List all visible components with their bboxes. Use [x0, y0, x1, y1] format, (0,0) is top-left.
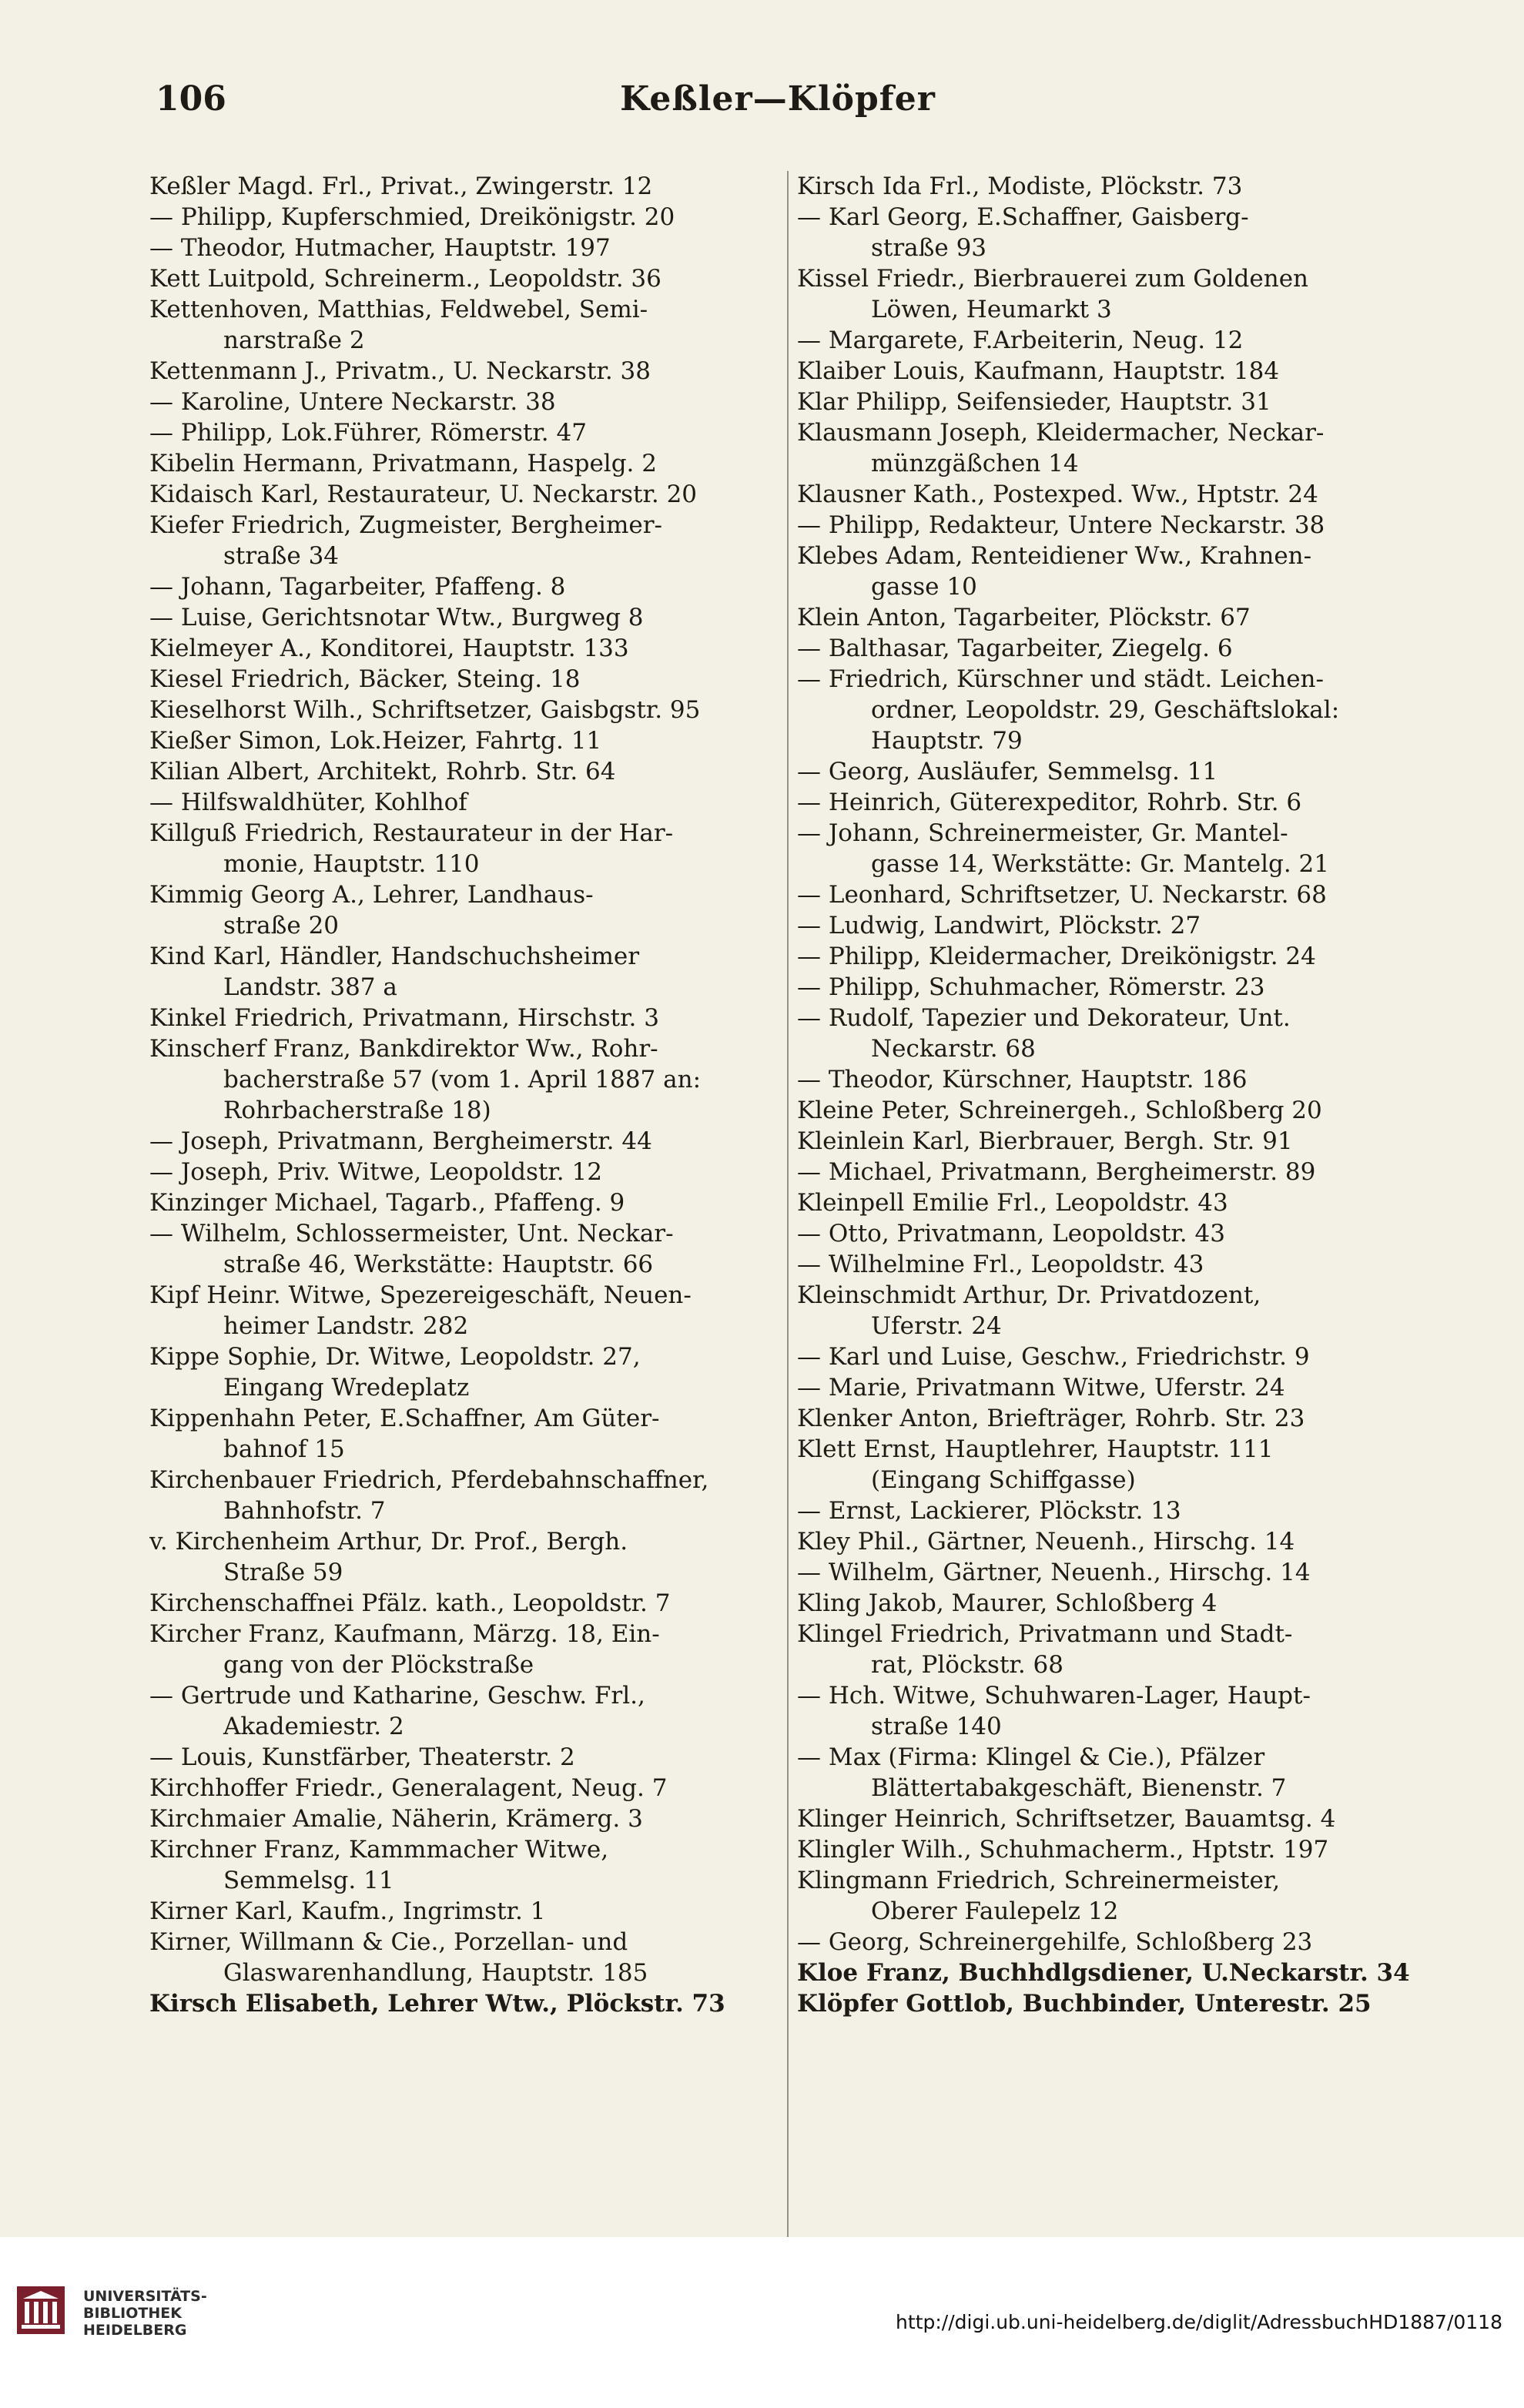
directory-entry: Kirchenbauer Friedrich, Pferdebahnschaffner,	[149, 1466, 709, 1494]
directory-entry: Kirsch Elisabeth, Lehrer Wtw., Plöckstr. 73	[149, 1990, 725, 2018]
directory-entry: Killguß Friedrich, Restaurateur in der Har-	[149, 819, 674, 847]
directory-entry: — Wilhelmine Frl., Leopoldstr. 43	[797, 1251, 1204, 1278]
directory-entry: — Margarete, F.Arbeiterin, Neug. 12	[797, 327, 1244, 354]
library-name	[83, 2288, 207, 2339]
directory-entry-continuation: münzgäßchen 14	[871, 450, 1079, 477]
directory-entry: — Johann, Schreinermeister, Gr. Mantel-	[797, 819, 1288, 847]
directory-entry: v. Kirchenheim Arthur, Dr. Prof., Bergh.	[149, 1528, 628, 1556]
directory-entry-continuation: Glaswarenhandlung, Hauptstr. 185	[223, 1959, 648, 1987]
directory-entry-continuation: Hauptstr. 79	[871, 727, 1023, 755]
directory-entry: — Joseph, Priv. Witwe, Leopoldstr. 12	[149, 1158, 602, 1186]
directory-entry-continuation: monie, Hauptstr. 110	[223, 850, 480, 878]
directory-entry: — Georg, Schreinergehilfe, Schloßberg 23	[797, 1928, 1313, 1956]
directory-entry: Klinger Heinrich, Schriftsetzer, Bauamtsg. 4	[797, 1805, 1336, 1833]
directory-entry: Klingmann Friedrich, Schreinermeister,	[797, 1867, 1281, 1894]
directory-entry: Kinzinger Michael, Tagarb., Pfaffeng. 9	[149, 1189, 625, 1217]
directory-entry: — Ludwig, Landwirt, Plöckstr. 27	[797, 912, 1201, 939]
directory-entry-continuation: heimer Landstr. 282	[223, 1312, 469, 1340]
directory-entry: Kleinlein Karl, Bierbrauer, Bergh. Str. 91	[797, 1127, 1293, 1155]
directory-entry: Kirchenschaffnei Pfälz. kath., Leopoldstr. 7	[149, 1589, 671, 1617]
directory-entry: Keßler Magd. Frl., Privat., Zwingerstr. 12	[149, 172, 653, 200]
directory-entry: — Karl Georg, E.Schaffner, Gaisberg-	[797, 203, 1249, 231]
directory-entry: Klar Philipp, Seifensieder, Hauptstr. 31	[797, 388, 1271, 416]
directory-entry: Kiefer Friedrich, Zugmeister, Bergheimer-	[149, 511, 663, 539]
footer	[0, 2237, 1524, 2408]
directory-entry: — Karl und Luise, Geschw., Friedrichstr. 9	[797, 1343, 1310, 1371]
directory-entry: Kipf Heinr. Witwe, Spezereigeschäft, Neuen-	[149, 1281, 692, 1309]
directory-entry-continuation: rat, Plöckstr. 68	[871, 1651, 1063, 1679]
directory-entry: — Philipp, Redakteur, Untere Neckarstr. 38	[797, 511, 1325, 539]
directory-entry-continuation: Uferstr. 24	[871, 1312, 1002, 1340]
directory-entry: Klöpfer Gottlob, Buchbinder, Unterestr. 25	[797, 1990, 1372, 2018]
directory-entry: Klenker Anton, Briefträger, Rohrb. Str. 23	[797, 1405, 1305, 1432]
directory-entry-continuation: Semmelsg. 11	[223, 1867, 394, 1894]
directory-entry: Kießer Simon, Lok.Heizer, Fahrtg. 11	[149, 727, 602, 755]
directory-entry-continuation: bahnof 15	[223, 1435, 345, 1463]
directory-entry: Kirner, Willmann & Cie., Porzellan- und	[149, 1928, 628, 1956]
left-column	[149, 171, 775, 2019]
directory-entry: — Hch. Witwe, Schuhwaren-Lager, Haupt-	[797, 1682, 1311, 1710]
directory-entry: Kilian Albert, Architekt, Rohrb. Str. 64	[149, 758, 616, 785]
directory-entry-continuation: straße 20	[223, 912, 340, 939]
directory-entry: Klausner Kath., Postexped. Ww., Hptstr. 24	[797, 481, 1318, 508]
directory-entry: — Theodor, Hutmacher, Hauptstr. 197	[149, 234, 611, 262]
directory-entry: Kimmig Georg A., Lehrer, Landhaus-	[149, 881, 594, 909]
directory-entry: — Luise, Gerichtsnotar Wtw., Burgweg 8	[149, 604, 644, 631]
directory-entry: — Balthasar, Tagarbeiter, Ziegelg. 6	[797, 635, 1233, 662]
directory-entry-continuation: straße 93	[871, 234, 987, 262]
page-number: 106	[156, 79, 226, 119]
source-url-link[interactable]: http://digi.ub.uni-heidelberg.de/diglit/AdressbuchHD1887/0118	[896, 2311, 1502, 2333]
directory-entry: — Philipp, Kleidermacher, Dreikönigstr. 24	[797, 943, 1316, 970]
directory-entry: Klein Anton, Tagarbeiter, Plöckstr. 67	[797, 604, 1251, 631]
directory-entry: — Rudolf, Tapezier und Dekorateur, Unt.	[797, 1004, 1291, 1032]
directory-entry: — Wilhelm, Schlossermeister, Unt. Neckar-	[149, 1220, 674, 1248]
directory-entry-continuation: gang von der Plöckstraße	[223, 1651, 534, 1679]
directory-entry: — Joseph, Privatmann, Bergheimerstr. 44	[149, 1127, 652, 1155]
directory-entry: Kippe Sophie, Dr. Witwe, Leopoldstr. 27,	[149, 1343, 641, 1371]
directory-entry: — Karoline, Untere Neckarstr. 38	[149, 388, 556, 416]
directory-entry: Kettenhoven, Matthias, Feldwebel, Semi-	[149, 296, 648, 323]
directory-entry: Kibelin Hermann, Privatmann, Haspelg. 2	[149, 450, 657, 477]
directory-entry: Kind Karl, Händler, Handschuchsheimer	[149, 943, 640, 970]
directory-entry-continuation: gasse 14, Werkstätte: Gr. Mantelg. 21	[871, 850, 1329, 878]
running-title: Keßler—Klöpfer	[620, 79, 936, 119]
directory-entry: Klausmann Joseph, Kleidermacher, Neckar-	[797, 419, 1325, 447]
directory-entry: Kidaisch Karl, Restaurateur, U. Neckarstr. 20	[149, 481, 698, 508]
directory-entry-continuation: Rohrbacherstraße 18)	[223, 1097, 491, 1124]
directory-entry: Kettenmann J., Privatm., U. Neckarstr. 38	[149, 357, 651, 385]
directory-entry: — Marie, Privatmann Witwe, Uferstr. 24	[797, 1374, 1285, 1402]
directory-entry: — Philipp, Kupferschmied, Dreikönigstr. 20	[149, 203, 675, 231]
directory-entry: Kley Phil., Gärtner, Neuenh., Hirschg. 14	[797, 1528, 1295, 1556]
directory-entry-continuation: (Eingang Schiffgasse)	[871, 1466, 1136, 1494]
directory-entry: Kirchhoffer Friedr., Generalagent, Neug. 7	[149, 1774, 668, 1802]
library-name-line: UNIVERSITÄTS-	[83, 2288, 207, 2305]
directory-entry-continuation: Blättertabakgeschäft, Bienenstr. 7	[871, 1774, 1287, 1802]
directory-entry: Kinkel Friedrich, Privatmann, Hirschstr. 3	[149, 1004, 659, 1032]
directory-entry: — Philipp, Schuhmacher, Römerstr. 23	[797, 973, 1265, 1001]
directory-entry: Kippenhahn Peter, E.Schaffner, Am Güter-	[149, 1405, 660, 1432]
directory-entry: Kirsch Ida Frl., Modiste, Plöckstr. 73	[797, 172, 1243, 200]
directory-entry: — Ernst, Lackierer, Plöckstr. 13	[797, 1497, 1181, 1525]
directory-entry-continuation: gasse 10	[871, 573, 977, 601]
directory-entry: Kett Luitpold, Schreinerm., Leopoldstr. 36	[149, 265, 662, 293]
library-name-line: HEIDELBERG	[83, 2322, 187, 2339]
directory-entry: Kleine Peter, Schreinergeh., Schloßberg 20	[797, 1097, 1322, 1124]
directory-entry: Kinscherf Franz, Bankdirektor Ww., Rohr-	[149, 1035, 658, 1063]
directory-entry: Kirner Karl, Kaufm., Ingrimstr. 1	[149, 1897, 546, 1925]
directory-entry-continuation: bacherstraße 57 (vom 1. April 1887 an:	[223, 1066, 702, 1093]
page-header	[146, 73, 1409, 127]
directory-entry-continuation: Oberer Faulepelz 12	[871, 1897, 1119, 1925]
directory-entry-continuation: narstraße 2	[223, 327, 365, 354]
directory-entry: Kirchner Franz, Kammmacher Witwe,	[149, 1836, 609, 1864]
directory-entry: Kleinschmidt Arthur, Dr. Privatdozent,	[797, 1281, 1261, 1309]
directory-entry-continuation: Neckarstr. 68	[871, 1035, 1036, 1063]
directory-entry: Kirchmaier Amalie, Näherin, Krämerg. 3	[149, 1805, 643, 1833]
directory-entry: Kircher Franz, Kaufmann, Märzg. 18, Ein-	[149, 1620, 660, 1648]
directory-entry: Klingel Friedrich, Privatmann und Stadt-	[797, 1620, 1293, 1648]
library-name-line: BIBLIOTHEK	[83, 2305, 182, 2322]
directory-entry: Kleinpell Emilie Frl., Leopoldstr. 43	[797, 1189, 1228, 1217]
column-divider	[787, 171, 789, 2250]
university-library-logo-icon	[14, 2283, 68, 2337]
directory-entry: Kiesel Friedrich, Bäcker, Steing. 18	[149, 665, 581, 693]
directory-entry: Klingler Wilh., Schuhmacherm., Hptstr. 197	[797, 1836, 1329, 1864]
directory-entry-continuation: straße 46, Werkstätte: Hauptstr. 66	[223, 1251, 654, 1278]
directory-entry: Kieselhorst Wilh., Schriftsetzer, Gaisbgstr. 95	[149, 696, 701, 724]
right-column	[797, 171, 1422, 2019]
directory-entry-continuation: Straße 59	[223, 1559, 343, 1586]
directory-entry: — Wilhelm, Gärtner, Neuenh., Hirschg. 14	[797, 1559, 1311, 1586]
directory-entry: — Heinrich, Güterexpeditor, Rohrb. Str. 6	[797, 789, 1302, 816]
directory-entry-continuation: Bahnhofstr. 7	[223, 1497, 386, 1525]
directory-entry-continuation: Landstr. 387 a	[223, 973, 397, 1001]
directory-entry: Klebes Adam, Renteidiener Ww., Krahnen-	[797, 542, 1312, 570]
directory-entry: Kloe Franz, Buchhdlgsdiener, U.Neckarstr. 34	[797, 1959, 1410, 1987]
directory-entry-continuation: ordner, Leopoldstr. 29, Geschäftslokal:	[871, 696, 1340, 724]
directory-entry: Klaiber Louis, Kaufmann, Hauptstr. 184	[797, 357, 1280, 385]
directory-entry: — Theodor, Kürschner, Hauptstr. 186	[797, 1066, 1248, 1093]
directory-entry: — Gertrude und Katharine, Geschw. Frl.,	[149, 1682, 645, 1710]
directory-entry-continuation: Eingang Wredeplatz	[223, 1374, 470, 1402]
directory-entry: — Leonhard, Schriftsetzer, U. Neckarstr. 68	[797, 881, 1327, 909]
directory-entry-continuation: Akademiestr. 2	[223, 1713, 404, 1740]
directory-entry: — Otto, Privatmann, Leopoldstr. 43	[797, 1220, 1225, 1248]
directory-entry-continuation: straße 140	[871, 1713, 1002, 1740]
directory-entry: — Friedrich, Kürschner und städt. Leichen-	[797, 665, 1324, 693]
directory-entry: — Louis, Kunstfärber, Theaterstr. 2	[149, 1743, 575, 1771]
directory-entry: — Hilfswaldhüter, Kohlhof	[149, 789, 467, 816]
directory-entry: Klett Ernst, Hauptlehrer, Hauptstr. 111	[797, 1435, 1274, 1463]
directory-entry-continuation: straße 34	[223, 542, 340, 570]
directory-entry: — Max (Firma: Klingel & Cie.), Pfälzer	[797, 1743, 1265, 1771]
directory-entry: Kissel Friedr., Bierbrauerei zum Goldenen	[797, 265, 1309, 293]
directory-entry-continuation: Löwen, Heumarkt 3	[871, 296, 1112, 323]
directory-entry: — Johann, Tagarbeiter, Pfaffeng. 8	[149, 573, 566, 601]
directory-entry: Kielmeyer A., Konditorei, Hauptstr. 133	[149, 635, 629, 662]
directory-entry: — Michael, Privatmann, Bergheimerstr. 89	[797, 1158, 1316, 1186]
directory-entry: Kling Jakob, Maurer, Schloßberg 4	[797, 1589, 1218, 1617]
directory-entry: — Georg, Ausläufer, Semmelsg. 11	[797, 758, 1218, 785]
directory-entry: — Philipp, Lok.Führer, Römerstr. 47	[149, 419, 587, 447]
